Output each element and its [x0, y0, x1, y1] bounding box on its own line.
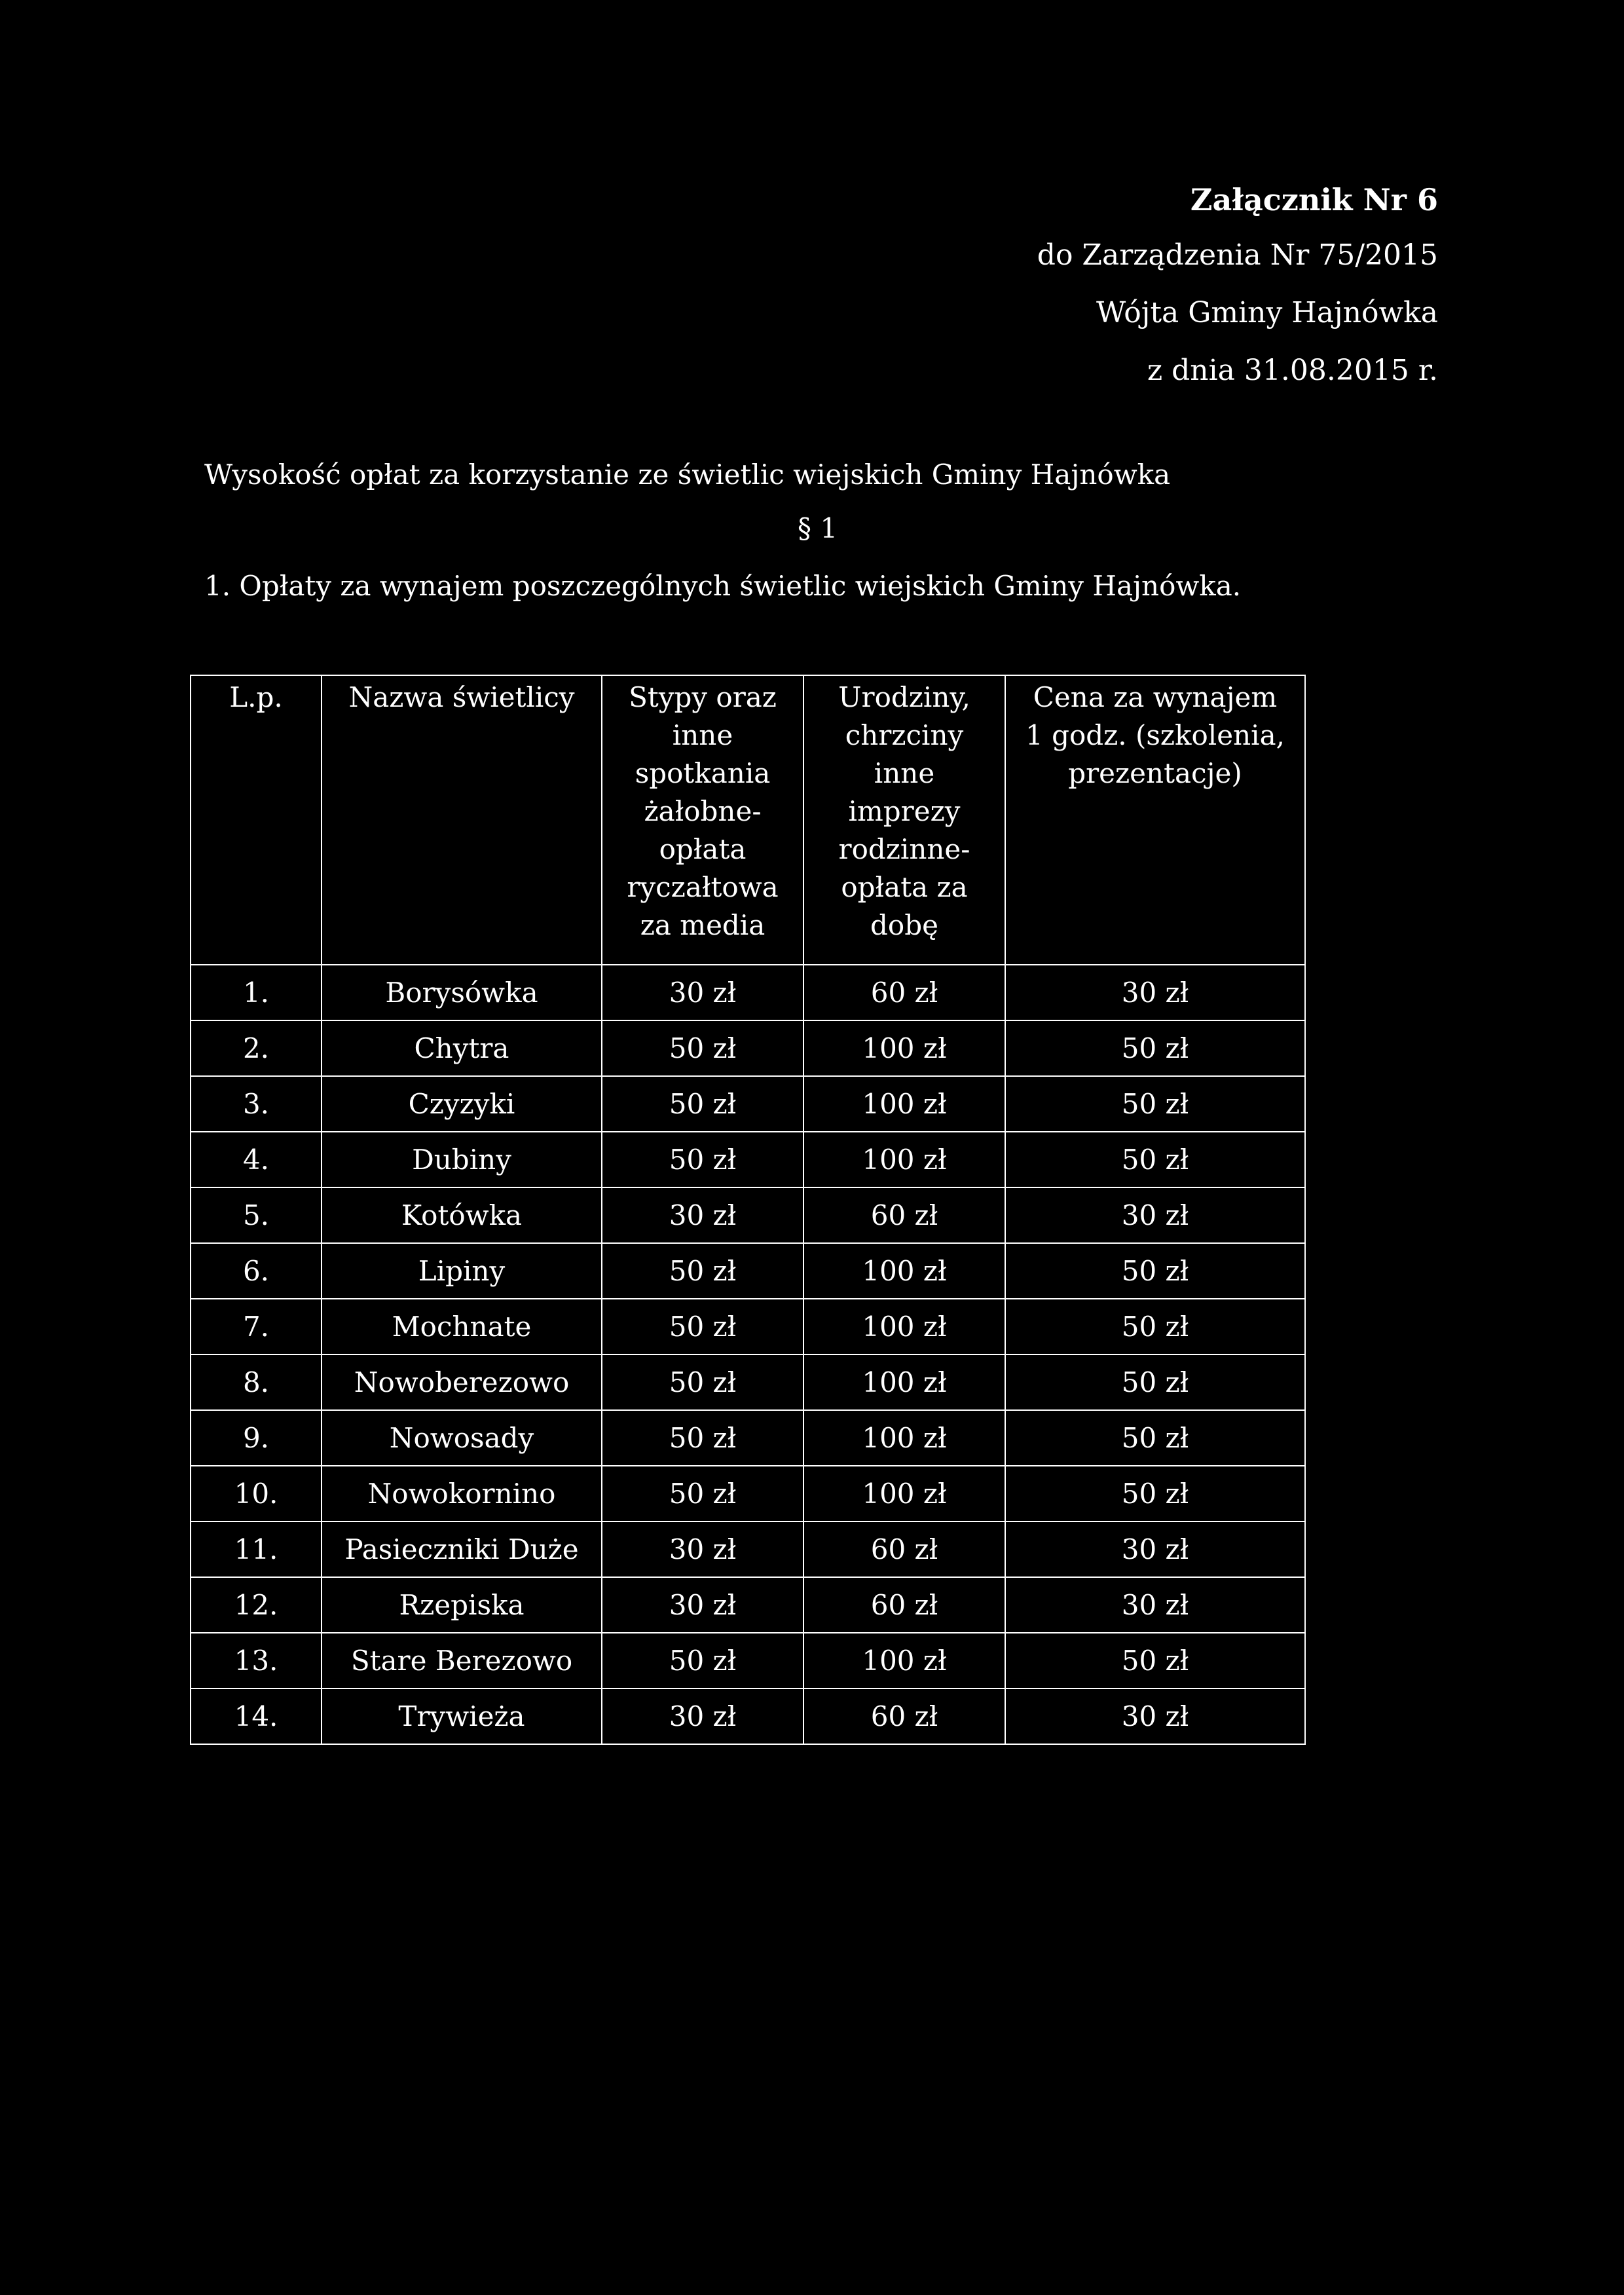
cell-hourly-fee: 30 zł — [1005, 1577, 1305, 1633]
cell-name: Stare Berezowo — [322, 1633, 602, 1689]
cell-family-fee: 100 zł — [803, 1020, 1005, 1076]
cell-name: Nowoberezowo — [322, 1354, 602, 1410]
cell-name: Lipiny — [322, 1243, 602, 1299]
regulation-ref: do Zarządzenia Nr 75/2015 — [1037, 238, 1438, 272]
cell-hourly-fee: 50 zł — [1005, 1633, 1305, 1689]
header-line: ryczałtowa — [627, 871, 779, 903]
header-line: opłata — [659, 833, 747, 865]
header-line: inne — [672, 719, 733, 751]
cell-funeral-fee: 50 zł — [602, 1354, 803, 1410]
cell-name: Dubiny — [322, 1132, 602, 1187]
table-row — [191, 1020, 1305, 1076]
table-row — [191, 1299, 1305, 1354]
header-line: L.p. — [229, 681, 283, 713]
cell-family-fee: 100 zł — [803, 1076, 1005, 1132]
cell-funeral-fee: 50 zł — [602, 1243, 803, 1299]
table-row — [191, 1410, 1305, 1466]
table-row — [191, 1633, 1305, 1689]
header-line: imprezy — [848, 795, 961, 827]
cell-lp: 14. — [191, 1689, 322, 1744]
header-line: spotkania — [635, 757, 771, 789]
cell-lp: 5. — [191, 1187, 322, 1243]
cell-lp: 10. — [191, 1466, 322, 1521]
table-row — [191, 1577, 1305, 1633]
cell-name: Nowosady — [322, 1410, 602, 1466]
cell-name: Czyzyki — [322, 1076, 602, 1132]
cell-lp: 7. — [191, 1299, 322, 1354]
cell-family-fee: 100 zł — [803, 1410, 1005, 1466]
cell-family-fee: 60 zł — [803, 1689, 1005, 1744]
cell-hourly-fee: 50 zł — [1005, 1410, 1305, 1466]
cell-name: Kotówka — [322, 1187, 602, 1243]
cell-lp: 12. — [191, 1577, 322, 1633]
cell-family-fee: 100 zł — [803, 1633, 1005, 1689]
cell-name: Mochnate — [322, 1299, 602, 1354]
cell-name: Pasieczniki Duże — [322, 1521, 602, 1577]
table-header-row — [191, 675, 1305, 965]
cell-family-fee: 60 zł — [803, 965, 1005, 1020]
cell-funeral-fee: 50 zł — [602, 1633, 803, 1689]
cell-family-fee: 100 zł — [803, 1354, 1005, 1410]
table-body — [191, 965, 1305, 1744]
cell-family-fee: 100 zł — [803, 1132, 1005, 1187]
cell-hourly-fee: 30 zł — [1005, 965, 1305, 1020]
point-1: 1. Opłaty za wynajem poszczególnych świetlic wiejskich Gminy Hajnówka. — [204, 570, 1242, 602]
cell-name: Trywieża — [322, 1689, 602, 1744]
fees-table — [190, 675, 1306, 1745]
col-header-name — [322, 675, 602, 965]
cell-family-fee: 100 zł — [803, 1466, 1005, 1521]
cell-hourly-fee: 50 zł — [1005, 1243, 1305, 1299]
cell-name: Borysówka — [322, 965, 602, 1020]
authority-line: Wójta Gminy Hajnówka — [1096, 296, 1438, 329]
cell-lp: 9. — [191, 1410, 322, 1466]
cell-lp: 3. — [191, 1076, 322, 1132]
cell-funeral-fee: 30 zł — [602, 1187, 803, 1243]
cell-hourly-fee: 30 zł — [1005, 1187, 1305, 1243]
header-line: Cena za wynajem — [1033, 681, 1278, 713]
header-line: prezentacje) — [1068, 757, 1242, 789]
header-line: rodzinne- — [838, 833, 970, 865]
cell-family-fee: 60 zł — [803, 1577, 1005, 1633]
table-row — [191, 1521, 1305, 1577]
cell-hourly-fee: 30 zł — [1005, 1689, 1305, 1744]
cell-hourly-fee: 50 zł — [1005, 1076, 1305, 1132]
col-header-funeral — [602, 675, 803, 965]
header-line: za media — [640, 909, 766, 941]
header-line: chrzciny — [845, 719, 964, 751]
table-row — [191, 1689, 1305, 1744]
col-header-lp — [191, 675, 322, 965]
cell-funeral-fee: 50 zł — [602, 1132, 803, 1187]
cell-hourly-fee: 50 zł — [1005, 1354, 1305, 1410]
date-line: z dnia 31.08.2015 r. — [1147, 354, 1438, 387]
cell-lp: 11. — [191, 1521, 322, 1577]
cell-family-fee: 100 zł — [803, 1299, 1005, 1354]
table-row — [191, 1354, 1305, 1410]
cell-hourly-fee: 50 zł — [1005, 1020, 1305, 1076]
document-title: Wysokość opłat za korzystanie ze świetlic wiejskich Gminy Hajnówka — [204, 458, 1171, 491]
cell-funeral-fee: 50 zł — [602, 1466, 803, 1521]
cell-name: Nowokornino — [322, 1466, 602, 1521]
header-line: żałobne- — [644, 795, 762, 827]
cell-hourly-fee: 50 zł — [1005, 1299, 1305, 1354]
cell-lp: 13. — [191, 1633, 322, 1689]
cell-hourly-fee: 50 zł — [1005, 1466, 1305, 1521]
table-row — [191, 1076, 1305, 1132]
cell-hourly-fee: 30 zł — [1005, 1521, 1305, 1577]
attachment-title: Załącznik Nr 6 — [1190, 182, 1438, 217]
cell-lp: 2. — [191, 1020, 322, 1076]
cell-name: Chytra — [322, 1020, 602, 1076]
header-line: inne — [874, 757, 935, 789]
header-line: dobę — [870, 909, 938, 941]
table-row — [191, 1187, 1305, 1243]
cell-lp: 6. — [191, 1243, 322, 1299]
cell-lp: 4. — [191, 1132, 322, 1187]
cell-funeral-fee: 50 zł — [602, 1020, 803, 1076]
header-line: Stypy oraz — [629, 681, 777, 713]
cell-name: Rzepiska — [322, 1577, 602, 1633]
cell-funeral-fee: 50 zł — [602, 1076, 803, 1132]
cell-lp: 1. — [191, 965, 322, 1020]
col-header-family-events — [803, 675, 1005, 965]
cell-funeral-fee: 30 zł — [602, 965, 803, 1020]
cell-family-fee: 60 zł — [803, 1187, 1005, 1243]
col-header-hourly — [1005, 675, 1305, 965]
cell-funeral-fee: 30 zł — [602, 1689, 803, 1744]
header-line: Nazwa świetlicy — [348, 681, 575, 713]
cell-funeral-fee: 50 zł — [602, 1299, 803, 1354]
cell-funeral-fee: 30 zł — [602, 1521, 803, 1577]
cell-hourly-fee: 50 zł — [1005, 1132, 1305, 1187]
header-line: opłata za — [841, 871, 968, 903]
cell-lp: 8. — [191, 1354, 322, 1410]
table-row — [191, 1466, 1305, 1521]
cell-funeral-fee: 50 zł — [602, 1410, 803, 1466]
header-line: Urodziny, — [838, 681, 970, 713]
section-mark: § 1 — [798, 512, 838, 544]
table-row — [191, 965, 1305, 1020]
table-row — [191, 1132, 1305, 1187]
cell-funeral-fee: 30 zł — [602, 1577, 803, 1633]
header-line: 1 godz. (szkolenia, — [1025, 719, 1285, 751]
cell-family-fee: 100 zł — [803, 1243, 1005, 1299]
cell-family-fee: 60 zł — [803, 1521, 1005, 1577]
table-row — [191, 1243, 1305, 1299]
